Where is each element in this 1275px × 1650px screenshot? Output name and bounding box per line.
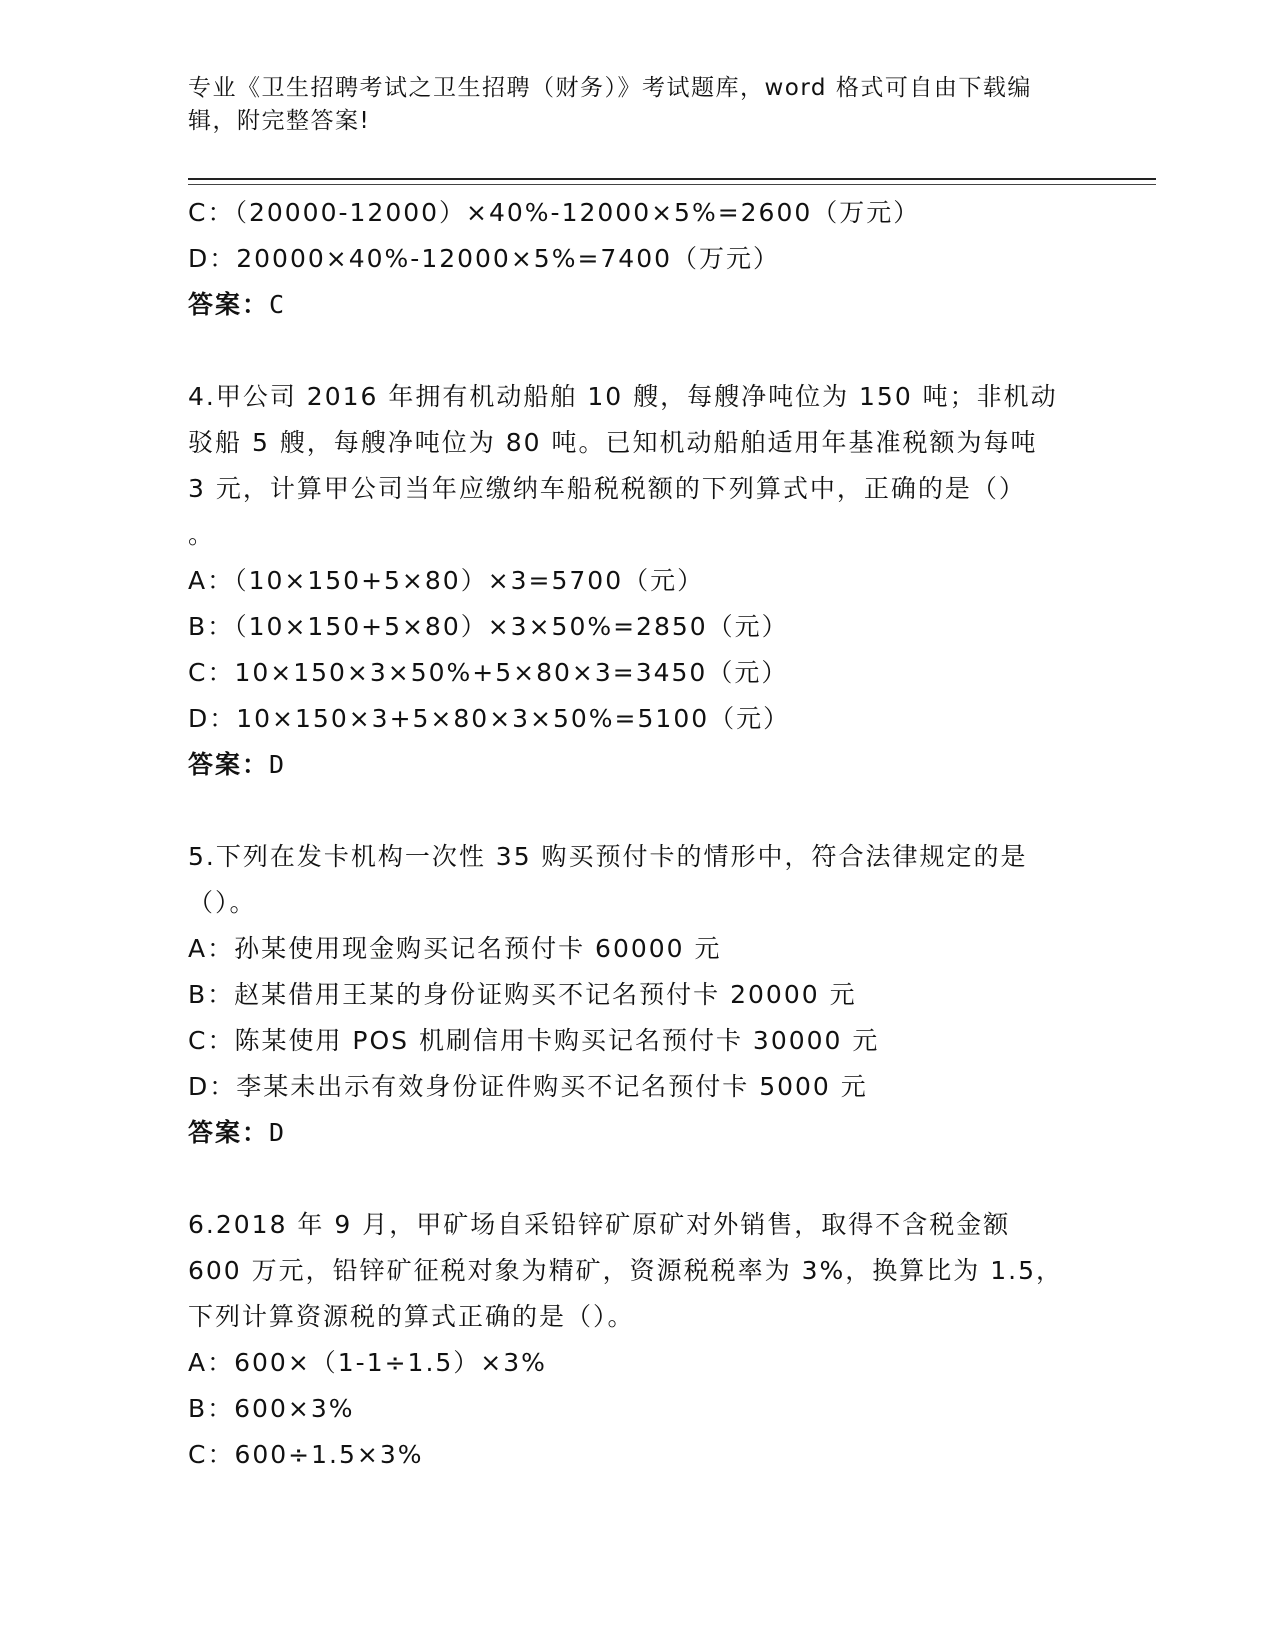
option-c: C：陈某使用 POS 机刷信用卡购买记名预付卡 30000 元: [188, 1026, 880, 1055]
option-b: B：赵某借用王某的身份证购买不记名预付卡 20000 元: [188, 980, 857, 1009]
option-c: C：600÷1.5×3%: [188, 1440, 424, 1469]
option-a: A：（10×150+5×80）×3=5700（元）: [188, 566, 705, 595]
header-divider-thick: [188, 178, 1156, 180]
answer-line: [188, 742, 1088, 788]
option-a: A：600×（1-1÷1.5）×3%: [188, 1348, 547, 1377]
header-divider-thin: [188, 184, 1156, 185]
document-body: [188, 190, 1088, 1478]
option-d: D：20000×40%-12000×5%=7400（万元）: [188, 244, 781, 273]
question-6: [188, 1202, 1088, 1478]
answer-value: D: [269, 1118, 287, 1147]
option-b: B：（10×150+5×80）×3×50%=2850（元）: [188, 612, 789, 641]
answer-value: C: [269, 290, 287, 319]
question-text-line: 6.2018 年 9 月，甲矿场自采铅锌矿原矿对外销售，取得不含税金额: [188, 1210, 1011, 1239]
option-c: C：10×150×3×50%+5×80×3=3450（元）: [188, 658, 789, 687]
question-text-line: 600 万元，铅锌矿征税对象为精矿，资源税税率为 3%，换算比为 1.5，: [188, 1256, 1063, 1285]
option-d: D：李某未出示有效身份证件购买不记名预付卡 5000 元: [188, 1072, 868, 1101]
question-text-line: （）。: [188, 888, 257, 917]
option-d: D：10×150×3+5×80×3×50%=5100（元）: [188, 704, 791, 733]
answer-label: 答案：: [188, 1118, 270, 1147]
answer-line: [188, 1110, 1088, 1156]
option-c: C：（20000-12000）×40%-12000×5%=2600（万元）: [188, 198, 921, 227]
answer-line: [188, 282, 1088, 328]
question-text-line: 3 元，计算甲公司当年应缴纳车船税税额的下列算式中，正确的是（）: [188, 474, 1026, 503]
option-a: A：孙某使用现金购买记名预付卡 60000 元: [188, 934, 722, 963]
header-text: 专业《卫生招聘考试之卫生招聘（财务）》考试题库，word 格式可自由下载编辑，附完整答案!: [188, 75, 1032, 134]
question-text-line: 下列计算资源税的算式正确的是（）。: [188, 1302, 635, 1331]
question-text-line: 驳船 5 艘，每艘净吨位为 80 吨。已知机动船舶适用年基准税额为每吨: [188, 428, 1038, 457]
answer-label: 答案：: [188, 290, 270, 319]
question-3-tail: [188, 190, 1088, 328]
question-text-line: 。: [188, 520, 216, 549]
option-b: B：600×3%: [188, 1394, 355, 1423]
answer-label: 答案：: [188, 750, 270, 779]
question-text-line: 4.甲公司 2016 年拥有机动船舶 10 艘，每艘净吨位为 150 吨；非机动: [188, 382, 1058, 411]
question-5: [188, 834, 1088, 1156]
question-4: [188, 374, 1088, 788]
question-text-line: 5.下列在发卡机构一次性 35 购买预付卡的情形中，符合法律规定的是: [188, 842, 1028, 871]
answer-value: D: [269, 750, 287, 779]
document-header: [188, 72, 1068, 138]
